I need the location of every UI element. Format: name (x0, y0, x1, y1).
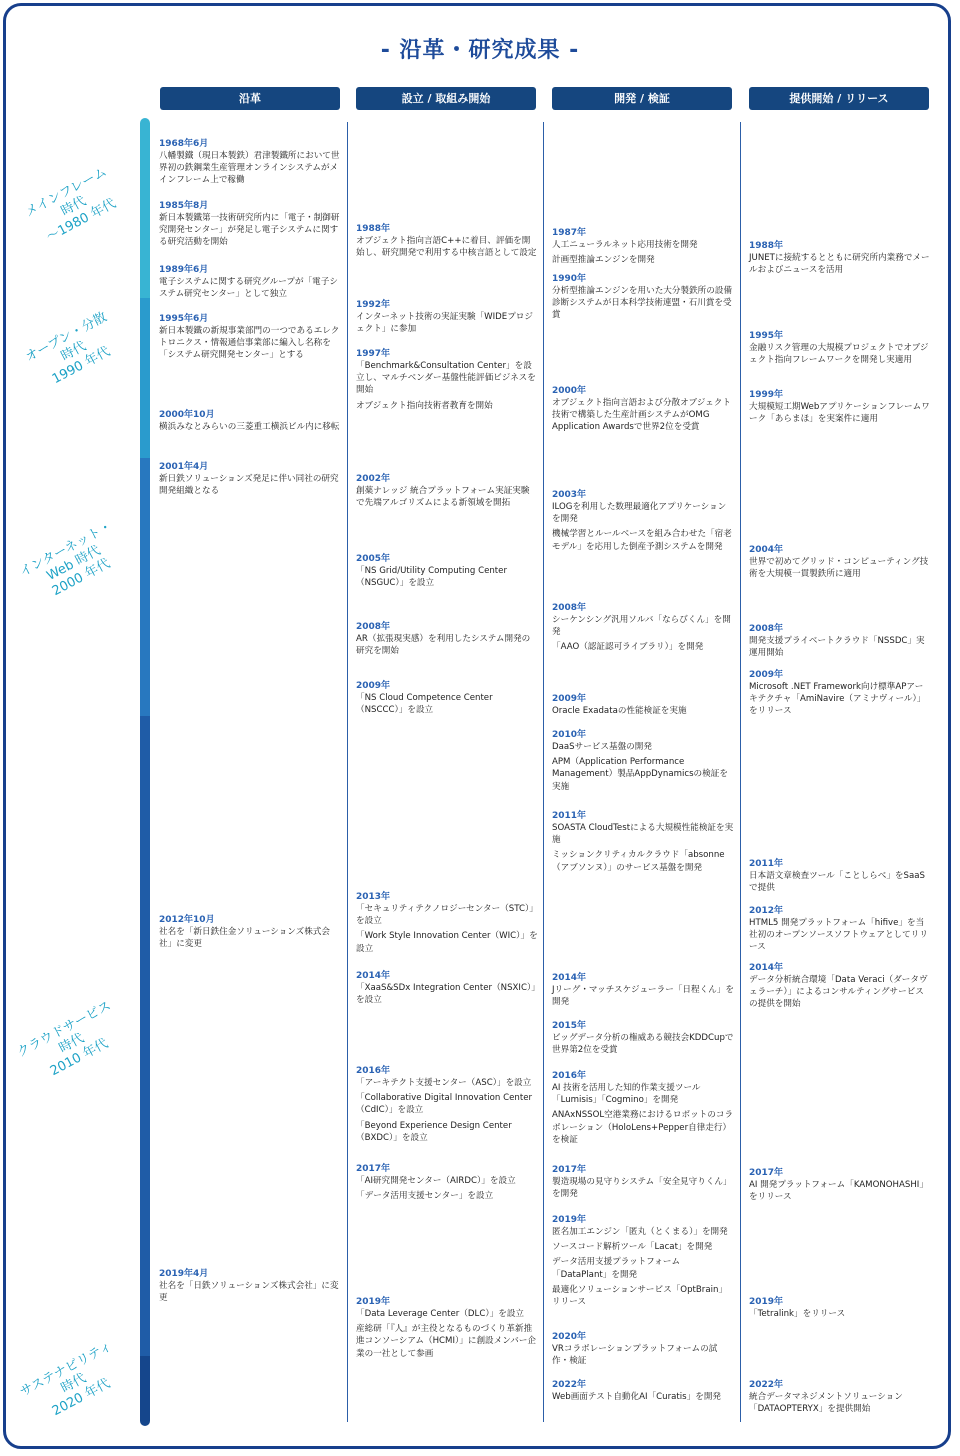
entry-date: 2012年10月 (159, 915, 215, 925)
timeline-entry (749, 905, 931, 954)
entry-date: 2000年 (552, 386, 587, 396)
entry-date: 1987年 (552, 228, 587, 238)
timeline-entry (552, 602, 734, 654)
entry-date: 2001年4月 (159, 462, 209, 472)
timeline-entry (356, 680, 538, 716)
timeline-entry (552, 1214, 734, 1308)
timeline-entry (552, 227, 734, 266)
era-label-line: クラウドサービス 時代 2010 年代 (14, 998, 114, 1080)
entry-date: 2008年 (356, 622, 391, 632)
entry-text: ILOGを利用した数理最適化アプリケーションを開発 (552, 502, 727, 525)
timeline-entry (356, 621, 538, 657)
entry-date: 2012年 (749, 906, 784, 916)
entry-date: 1999年 (749, 390, 784, 400)
timeline-entry (749, 544, 931, 580)
entry-text: 「アーキテクト支援センター（ASC）」を設立 (356, 1078, 532, 1088)
entry-date: 2013年 (356, 892, 391, 902)
entry-text: 匿名加工エンジン「匿丸（とくまる）」を開発 (552, 1227, 728, 1237)
entry-text: オブジェクト指向言語および分散オブジェクト技術で構築した生産計画システムがOMG Application Awardsで世界2位を受賞 (552, 398, 731, 433)
entry-text: 「Collaborative Digital Innovation Center（CdIC）」を設立 (356, 1093, 533, 1116)
entry-date: 2020年 (552, 1332, 587, 1342)
entry-text: 「Work Style Innovation Center（WIC）」を設立 (356, 931, 538, 954)
entry-text: ビッグデータ分析の権威ある競技会KDDCupで世界第2位を受賞 (552, 1033, 734, 1056)
timeline-entry (552, 729, 734, 793)
entry-date: 2019年 (356, 1297, 391, 1307)
timeline-entry (749, 1167, 931, 1203)
timeline-entry (749, 858, 931, 894)
entry-text: 「セキュリティテクノロジーセンター（STC）」を設立 (356, 904, 538, 927)
entry-text: オブジェクト指向技術者教育を開始 (356, 400, 493, 411)
era-label-line: サステナビリティ 時代 2020 年代 (17, 1338, 115, 1420)
timeline-entry (356, 970, 538, 1006)
entry-text: 大規模短工期Webアプリケーションフレームワーク「あらまほ」を実案件に適用 (749, 402, 930, 425)
timeline-entry (552, 972, 734, 1008)
entry-date: 2014年 (356, 971, 391, 981)
timeline-entry (552, 1331, 734, 1367)
era-bar-cloud (140, 716, 150, 1356)
timeline-entry (749, 623, 931, 659)
entry-text: VRコラボレーションプラットフォームの試作・検証 (552, 1344, 718, 1367)
entry-text: AR（拡張現実感）を利用したシステム開発の研究を開始 (356, 634, 531, 657)
entry-date: 1995年 (749, 331, 784, 341)
entry-text: JUNETに接続するとともに研究所内業務でメールおよびニュースを活用 (749, 253, 930, 276)
entry-text: 開発支援プライベートクラウド「NSSDC」実運用開始 (749, 636, 925, 659)
entry-text: 計画型推論エンジンを開発 (552, 255, 655, 266)
timeline-entry (552, 1020, 734, 1056)
entry-text: Microsoft .NET Framework向け標準APアーキテクチャ「AmiNavire（アミナヴィール）」をリリース (749, 682, 926, 717)
entry-date: 2002年 (356, 474, 391, 484)
header-establish: 設立 / 取組み開始 (356, 87, 536, 110)
entry-date: 1988年 (356, 224, 391, 234)
timeline-entry (552, 810, 734, 874)
entry-date: 2009年 (749, 670, 784, 680)
entry-date: 2005年 (356, 554, 391, 564)
entry-date: 2019年 (749, 1297, 784, 1307)
timeline-entry (356, 1296, 538, 1360)
entry-text: 「Tetralink」をリリース (749, 1309, 846, 1319)
timeline-entry (552, 385, 734, 434)
entry-text: 「データ活用支援センター」を設立 (356, 1191, 494, 1202)
timeline-entry (356, 473, 538, 509)
timeline-entry (159, 264, 341, 300)
entry-text: 統合データマネジメントソリューション「DATAOPTERYX」を提供開始 (749, 1392, 903, 1415)
timeline-entry (159, 409, 341, 433)
entry-text: APM（Application Performance Management）製品AppDynamicsの検証を実施 (552, 757, 728, 792)
timeline-entry (356, 553, 538, 589)
entry-text: インターネット技術の実証実験「WIDEプロジェクト」に参加 (356, 312, 533, 335)
timeline-entry (749, 1296, 931, 1320)
entry-date: 2017年 (552, 1165, 587, 1175)
entry-date: 1988年 (749, 241, 784, 251)
era-bar-open (140, 298, 150, 458)
entry-text: 創薬ナレッジ 統合プラットフォーム実証実験で先端アルゴリズムによる新領域を開拓 (356, 486, 530, 509)
timeline-entry (749, 389, 931, 425)
entry-text: 「XaaS&SDx Integration Center（NSXIC）」を設立 (356, 983, 536, 1006)
timeline-entry (552, 1379, 734, 1403)
timeline-entry (552, 489, 734, 553)
timeline-entry (356, 891, 538, 955)
entry-text: ミッションクリティカルクラウド「absonne（アブソンヌ）」のサービス基盤を開発 (552, 850, 725, 873)
entry-date: 1985年8月 (159, 201, 209, 211)
timeline-entry (552, 693, 734, 717)
column-line (347, 122, 348, 1422)
entry-text: Web画面テスト自動化AI「Curatis」を開発 (552, 1392, 722, 1402)
timeline-entry (159, 313, 341, 362)
timeline-entry (356, 223, 538, 259)
entry-date: 2003年 (552, 490, 587, 500)
entry-date: 2009年 (356, 681, 391, 691)
entry-text: 金融リスク管理の大規模プロジェクトでオブジェクト指向フレームワークを開発し実適用 (749, 343, 929, 366)
entry-date: 2019年4月 (159, 1269, 209, 1279)
entry-text: 産総研「『人』が主役となるものづくり革新推進コンソーシアム（HCMI）」に創設メンバー企業の一社として参画 (356, 1324, 537, 1359)
era-bar-mainframe (140, 118, 150, 298)
entry-date: 2017年 (749, 1168, 784, 1178)
entry-text: 「Data Leverage Center（DLC）」を設立 (356, 1309, 525, 1319)
entry-date: 2014年 (749, 963, 784, 973)
entry-text: 日本語文章検査ツール「ことしらべ」をSaaSで提供 (749, 871, 925, 894)
entry-date: 1989年6月 (159, 265, 209, 275)
entry-text: AI 技術を活用した知的作業支援ツール「Lumisis」「Cogmino」を開発 (552, 1083, 701, 1106)
entry-date: 2022年 (552, 1380, 587, 1390)
timeline-entry (552, 1164, 734, 1200)
header-development: 開発 / 検証 (552, 87, 732, 110)
entry-date: 2011年 (552, 811, 587, 821)
entry-text: 「NS Grid/Utility Computing Center（NSGUC）」を設立 (356, 566, 507, 589)
timeline-entry (552, 1070, 734, 1146)
entry-text: 電子システムに関する研究グループが「電子システム研究センター」として独立 (159, 277, 338, 300)
timeline-entry (159, 1268, 341, 1304)
entry-text: Oracle Exadataの性能検証を実施 (552, 706, 687, 716)
entry-date: 2019年 (552, 1215, 587, 1225)
entry-text: シーケンシング汎用ソルバ「ならびくん」を開発 (552, 615, 731, 638)
entry-text: データ活用支援プラットフォーム「DataPlant」を開発 (552, 1257, 681, 1280)
entry-text: 機械学習とルールベースを組み合わせた「宿老モデル」を応用した倒産予測システムを開発 (552, 529, 732, 552)
timeline-entry (159, 200, 341, 249)
timeline-entry (159, 461, 341, 497)
entry-text: 「NS Cloud Competence Center（NSCCC）」を設立 (356, 693, 493, 716)
entry-text: DaaSサービス基盤の開発 (552, 742, 652, 752)
entry-date: 1995年6月 (159, 314, 209, 324)
entry-text: ソースコード解析ツール「Lacat」を開発 (552, 1242, 713, 1253)
entry-text: 世界で初めてグリッド・コンピューティング技術を大規模一貫製鉄所に適用 (749, 557, 929, 580)
entry-date: 2022年 (749, 1380, 784, 1390)
entry-text: データ分析統合環境「Data Veraci（ダータヴェラーチ）」によるコンサルティングサービスの提供を開始 (749, 975, 928, 1010)
entry-date: 2004年 (749, 545, 784, 555)
entry-date: 2015年 (552, 1021, 587, 1031)
entry-text: 新日鉄ソリューションズ発足に伴い同社の研究開発組織となる (159, 474, 339, 497)
entry-date: 2009年 (552, 694, 587, 704)
era-label-line: インターネット・ Web 時代 2000 年代 (17, 518, 116, 600)
timeline-entry (749, 962, 931, 1011)
entry-text: 「AAO（認証認可ライブラリ）」を開発 (552, 642, 704, 653)
entry-date: 2017年 (356, 1164, 391, 1174)
header-release: 提供開始 / リリース (749, 87, 929, 110)
timeline-entry (749, 240, 931, 276)
entry-date: 2008年 (749, 624, 784, 634)
timeline-entry (356, 1163, 538, 1202)
entry-text: 社名を「新日鉄住金ソリューションズ株式会社」に変更 (159, 927, 331, 950)
timeline-entry (749, 669, 931, 718)
timeline-entry (749, 1379, 931, 1415)
entry-text: AI 開発プラットフォーム「KAMONOHASHI」をリリース (749, 1180, 928, 1203)
entry-text: 最適化ソリューションサービス「OptBrain」リリース (552, 1284, 728, 1308)
era-label-line: メインフレーム 時代 ～1980 年代 (22, 164, 119, 246)
timeline-entry (159, 138, 341, 187)
header-history: 沿革 (160, 87, 340, 110)
era-label-line: オープン・分散 時代 1990 年代 (23, 309, 113, 388)
entry-date: 2008年 (552, 603, 587, 613)
entry-date: 2016年 (356, 1066, 391, 1076)
entry-date: 2014年 (552, 973, 587, 983)
entry-date: 1968年6月 (159, 139, 209, 149)
entry-text: 「Beyond Experience Design Center（BXDC）」を設立 (356, 1120, 512, 1143)
entry-text: Jリーグ・マッチスケジューラー「日程くん」を開発 (552, 985, 734, 1008)
entry-date: 2000年10月 (159, 410, 215, 420)
entry-text: 分析型推論エンジンを用いた大分製鉄所の設備診断システムが日本科学技術連盟・石川賞を受賞 (552, 286, 733, 321)
entry-text: 人工ニューラルネット応用技術を開発 (552, 240, 698, 250)
entry-text: 横浜みなとみらいの三菱重工横浜ビル内に移転 (159, 422, 340, 432)
timeline-entry (356, 1065, 538, 1144)
entry-text: オブジェクト指向言語C++に着目、評価を開始し、研究開発で利用する中核言語として設定 (356, 236, 537, 259)
timeline-entry (356, 299, 538, 335)
era-bar-sustainability (140, 1356, 150, 1426)
entry-text: 「Benchmark&Consultation Center」を設立し、マルチベンダー基盤性能評価ビジネスを開始 (356, 361, 536, 396)
entry-text: 製造現場の見守りシステム「安全見守りくん」を開発 (552, 1177, 732, 1200)
entry-date: 1992年 (356, 300, 391, 310)
entry-text: HTML5 開発プラットフォーム「hifive」を当社初のオープンソースソフトウェアとしてリリース (749, 918, 928, 953)
entry-text: 社名を「日鉄ソリューションズ株式会社」に変更 (159, 1281, 339, 1304)
timeline-entry (356, 348, 538, 412)
column-line (543, 122, 544, 1422)
entry-text: 八幡製鐵（現日本製鉄）君津製鐵所において世界初の鉄鋼業生産管理オンラインシステムがメインフレーム上で稼働 (159, 151, 340, 186)
entry-date: 2011年 (749, 859, 784, 869)
page-title: - 沿革・研究成果 - (380, 38, 580, 63)
entry-text: 新日本製鐵の新規事業部門の一つであるエレクトロニクス・情報通信事業部に編入し名称を「システム研究開発センター」とする (159, 326, 340, 361)
entry-text: ANAxNSSOL空港業務におけるロボットのコラボレーション（HoloLens+Pepper自律走行）を検証 (552, 1110, 734, 1145)
entry-text: 「AI研究開発センター（AIRDC）」を設立 (356, 1176, 516, 1186)
entry-text: SOASTA CloudTestによる大規模性能検証を実施 (552, 823, 734, 846)
entry-date: 2016年 (552, 1071, 587, 1081)
timeline-entry (552, 273, 734, 322)
timeline-entry (749, 330, 931, 366)
entry-date: 1990年 (552, 274, 587, 284)
timeline-entry (159, 914, 341, 950)
entry-date: 1997年 (356, 349, 391, 359)
entry-text: 新日本製鐵第一技術研究所内に「電子・制御研究開発センター」が発足し電子システムに関する研究活動を開始 (159, 213, 340, 248)
entry-date: 2010年 (552, 730, 587, 740)
column-line (740, 122, 741, 1422)
era-bar-web (140, 458, 150, 716)
